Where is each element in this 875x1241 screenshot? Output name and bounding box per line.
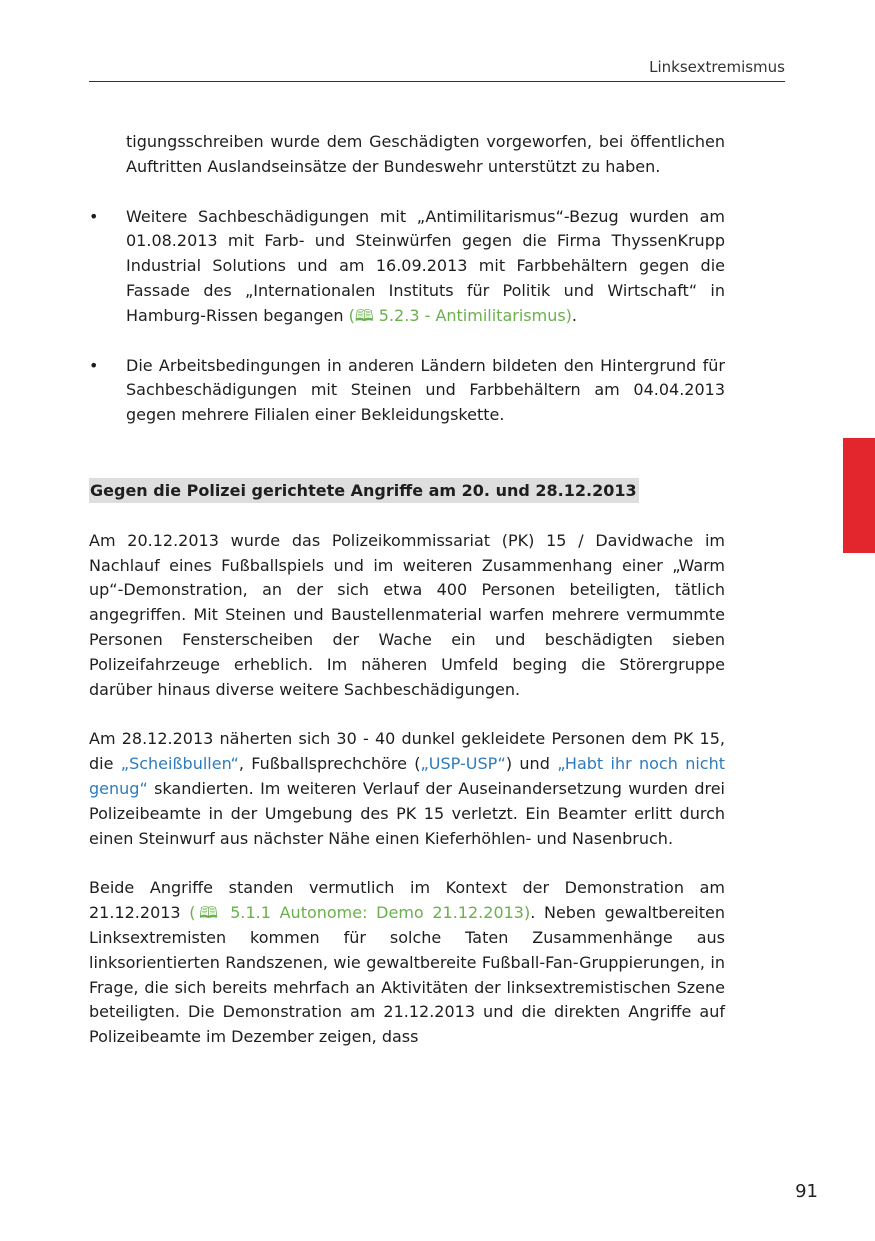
quoted-chant: „Scheißbullen“: [120, 754, 239, 774]
spacer: [89, 180, 725, 205]
intro-continuation-paragraph: tigungsschreiben wurde dem Geschädigten vorgeworfen, bei öffentlichen Auftritten Auslandseinsätze der Bundeswehr unterstützt zu haben.: [126, 132, 725, 176]
bullet-item: [89, 354, 725, 428]
quoted-chant: „USP-USP“: [420, 754, 506, 774]
page-body: [89, 130, 725, 1050]
cross-reference-link[interactable]: (🕮 5.1.1 Autonome: Demo 21.12.2013): [189, 903, 531, 923]
text-run: skandierten. Im weiteren Verlauf der Auseinandersetzung wurden drei Polizeibeamte in der Umgebung des PK 15 verletzt. Ein Beamter erlitt durch einen Steinwurf aus nächster Nähe einen Kieferhöhlen- und Nasenbruch.: [89, 778, 725, 848]
section-heading-row: [89, 478, 725, 504]
text-run: ) und: [505, 754, 558, 774]
paragraph-attack-20-12: Am 20.12.2013 wurde das Polizeikommissariat (PK) 15 / Davidwache im Nachlauf eines Fußballspiels und im weiteren Zusammenhang einer „Warm up“-Demonstration, an der sich etwa 400 Personen beteiligten, tätlich angegriffen. Mit Steinen und Baustellenmaterial warfen mehrere vermummte Personen Fensterscheiben der Wache ein und beschädigten sieben Polizeifahrzeuge erheblich. Im näheren Umfeld beging die Störergruppe darüber hinaus diverse weitere Sachbeschädigungen.: [89, 530, 725, 699]
quoted-chant: „Habt ihr noch nicht genug“: [89, 754, 725, 798]
page-number: 91: [795, 1181, 818, 1202]
chapter-side-tab: [843, 438, 875, 553]
header-rule: [89, 81, 785, 82]
bullet-text: Die Arbeitsbedingungen in anderen Ländern bildeten den Hintergrund für Sachbeschädigungen mit Steinen und Farbbehältern am 04.04.2013 gegen mehrere Filialen einer Bekleidungskette.: [126, 355, 725, 425]
bullet-punctuation: .: [571, 305, 578, 325]
text-run: Am 28.12.2013 näherten sich 30 - 40 dunkel gekleidete Personen dem PK 15, die: [89, 729, 725, 774]
paragraph-attack-28-12: [89, 727, 725, 851]
bullet-item: [89, 205, 725, 329]
text-run: Beide Angriffe standen vermutlich im Kontext der Demonstration am 21.12.2013: [89, 878, 725, 923]
bullet-dot: •: [89, 206, 99, 226]
text-run: . Neben gewaltbereiten Linksextremisten kommen für solche Taten Zusammenhänge aus linksorientierten Randszenen, wie gewaltbereite Fußball-Fan-Gruppierungen, in Frage, die sich bereits mehrfach an Aktivitäten der linksextremistischen Szene beteiligten. Die Demonstration am 21.12.2013 und die direkten Angriffe auf Polizeibeamte im Dezember zeigen, dass: [89, 903, 725, 1047]
spacer: [89, 329, 725, 354]
running-header-title: Linksextremismus: [649, 58, 785, 76]
spacer: [89, 504, 725, 529]
spacer: [89, 428, 725, 478]
cross-reference-link[interactable]: (🕮 5.2.3 - Antimilitarismus): [348, 305, 572, 325]
bullet-text: Weitere Sachbeschädigungen mit „Antimilitarismus“-Bezug wurden am 01.08.2013 mit Farb- und Steinwürfen gegen die Firma ThyssenKrupp Industrial Solutions und am 16.09.2013 mit Farbbehältern gegen die Fassade des „Internationalen Instituts für Politik und Wirtschaft“ in Hamburg-Rissen begangen: [126, 206, 725, 325]
spacer: [89, 851, 725, 876]
text-run: , Fußballsprechchöre (: [238, 754, 421, 774]
paragraph-context: [89, 876, 725, 1050]
bullet-dot: •: [89, 355, 99, 375]
spacer: [89, 702, 725, 727]
section-heading: Gegen die Polizei gerichtete Angriffe am 20. und 28.12.2013: [89, 478, 639, 503]
